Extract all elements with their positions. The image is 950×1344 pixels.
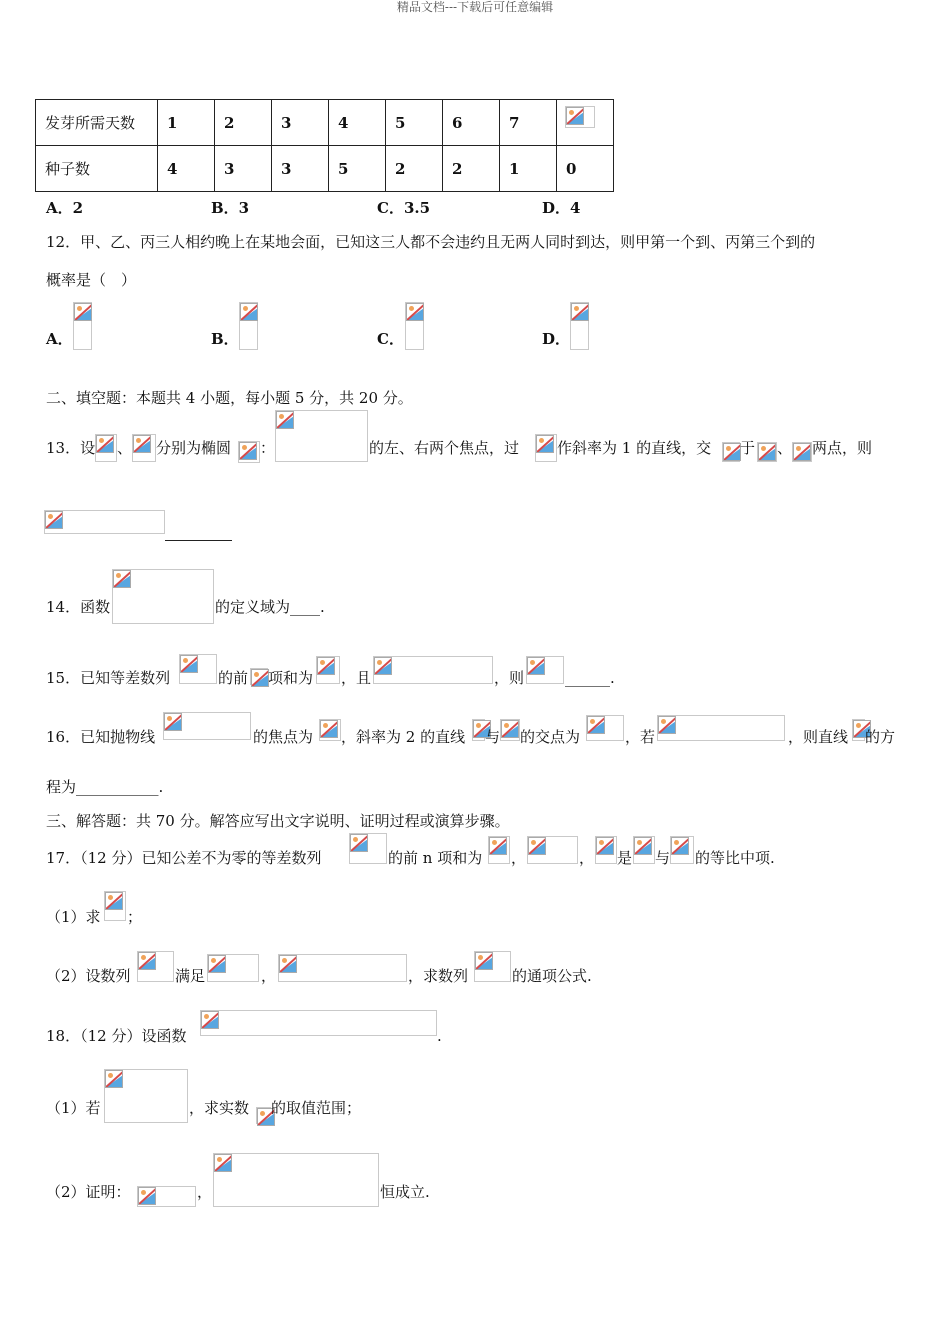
germination-table — [35, 99, 614, 192]
q18-text: . — [437, 1027, 442, 1045]
broken-image-icon — [489, 837, 507, 855]
q15-text: 项和为 — [268, 669, 314, 687]
q12-stem: 12．甲、乙、丙三人相约晚上在某地会面，已知这三人都不会违约且无两人同时到达，则甲第一个到、丙第三个到的 — [46, 233, 816, 251]
formula-image — [132, 434, 156, 462]
q15-text: 的前 — [218, 669, 249, 687]
broken-image-icon — [566, 107, 584, 125]
q13-text: 作斜率为 1 的直线，交 — [557, 439, 712, 457]
broken-image-icon — [658, 716, 676, 734]
broken-image-icon — [320, 720, 338, 738]
broken-image-icon — [528, 837, 546, 855]
formula-image — [179, 654, 217, 684]
formula-image — [207, 954, 259, 982]
formula-image — [73, 302, 92, 350]
q17-text: 17．（12 分）已知公差不为零的等差数列 — [46, 849, 322, 867]
broken-image-icon — [138, 952, 156, 970]
formula-image — [250, 668, 268, 685]
q17-text: ， — [511, 849, 527, 867]
broken-image-icon — [201, 1011, 219, 1029]
broken-image-icon — [133, 435, 151, 453]
formula-image — [256, 1107, 271, 1124]
formula-image — [319, 719, 341, 741]
table-cell: 5 — [329, 146, 386, 192]
q13-text: 的左、右两个焦点，过 — [369, 439, 520, 457]
q17-sub2: 满足 — [175, 967, 206, 985]
q12-stem-2: 概率是（ ） — [46, 271, 137, 289]
q15-text: 15．已知等差数列 — [46, 669, 171, 687]
q16-text: 的方 — [865, 728, 896, 746]
q18-sub1: （1）若 — [46, 1099, 101, 1117]
formula-image — [44, 510, 165, 534]
formula-image — [373, 656, 493, 684]
formula-image — [595, 836, 617, 864]
table-cell: 0 — [557, 146, 614, 192]
option-b: B． — [211, 330, 239, 348]
formula-image — [137, 951, 174, 982]
formula-image — [200, 1010, 437, 1036]
broken-image-icon — [180, 655, 198, 673]
broken-image-icon — [587, 716, 605, 734]
formula-image — [565, 106, 595, 128]
broken-image-icon — [105, 892, 123, 910]
formula-image — [137, 1186, 196, 1207]
formula-image — [278, 954, 407, 982]
q15-text: ，且 — [341, 669, 372, 687]
option-d: D． — [542, 330, 571, 348]
table-cell — [557, 100, 614, 146]
option-d: D．4 — [542, 199, 581, 217]
q16-text: ，斜率为 2 的直线 — [341, 728, 466, 746]
q16-text: 的焦点为 — [253, 728, 314, 746]
table-cell: 3 — [272, 146, 329, 192]
formula-image — [526, 656, 564, 684]
broken-image-icon — [105, 1070, 123, 1088]
q14-text: 14．函数 — [46, 598, 111, 616]
table-cell: 1 — [500, 146, 557, 192]
table-cell: 7 — [500, 100, 557, 146]
formula-image — [238, 441, 260, 463]
formula-image — [95, 434, 117, 462]
q17-text: 是 — [617, 849, 633, 867]
formula-image — [535, 434, 557, 462]
broken-image-icon — [671, 837, 689, 855]
table-cell: 5 — [386, 100, 443, 146]
q17-sub1: ； — [127, 908, 143, 926]
broken-image-icon — [475, 952, 493, 970]
q17-text: 与 — [655, 849, 671, 867]
q18-sub1: ，求实数 — [189, 1099, 250, 1117]
formula-image — [670, 836, 694, 864]
formula-image — [586, 715, 624, 741]
broken-image-icon — [571, 303, 589, 321]
q15-text: ，则 — [494, 669, 525, 687]
broken-image-icon — [240, 303, 258, 321]
broken-image-icon — [406, 303, 424, 321]
q18-sub2: 恒成立. — [380, 1183, 430, 1201]
table-cell: 6 — [443, 100, 500, 146]
table-cell: 2 — [215, 100, 272, 146]
formula-image — [527, 836, 578, 864]
q17-text: 的等比中项. — [695, 849, 775, 867]
formula-image — [722, 442, 740, 462]
broken-image-icon — [596, 837, 614, 855]
formula-image — [472, 719, 485, 741]
answer-blank — [165, 540, 232, 541]
formula-image — [657, 715, 785, 741]
broken-image-icon — [208, 955, 226, 973]
q13-text: ： — [260, 439, 276, 457]
broken-image-icon — [758, 443, 776, 461]
q17-sub2: ， — [261, 967, 277, 985]
table-cell: 4 — [329, 100, 386, 146]
formula-image — [316, 656, 340, 684]
formula-image — [239, 302, 258, 350]
q16-text: 的交点为 — [520, 728, 581, 746]
q13-text: 于 — [740, 439, 756, 457]
broken-image-icon — [45, 511, 63, 529]
formula-image — [757, 442, 777, 462]
q18-text: 18．（12 分）设函数 — [46, 1027, 187, 1045]
broken-image-icon — [501, 720, 519, 738]
table-cell: 发芽所需天数 — [36, 100, 158, 146]
broken-image-icon — [74, 303, 92, 321]
formula-image — [474, 951, 511, 982]
formula-image — [792, 442, 812, 462]
page-header: 精品文档---下载后可任意编辑 — [396, 0, 554, 14]
q13-text: 两点，则 — [812, 439, 873, 457]
q17-text: ， — [579, 849, 595, 867]
q16-text: ，若 — [625, 728, 656, 746]
q14-text: 的定义域为____. — [215, 598, 325, 616]
q16-text: ，则直线 — [788, 728, 849, 746]
broken-image-icon — [138, 1187, 156, 1205]
broken-image-icon — [113, 570, 131, 588]
broken-image-icon — [793, 443, 811, 461]
q17-sub2: （2）设数列 — [46, 967, 131, 985]
q16-text: 16．已知抛物线 — [46, 728, 156, 746]
option-a: A．2 — [46, 199, 84, 217]
q13-text: 分别为椭圆 — [156, 439, 232, 457]
q17-sub2: ，求数列 — [408, 967, 469, 985]
option-b: B．3 — [211, 199, 250, 217]
broken-image-icon — [350, 834, 368, 852]
broken-image-icon — [374, 657, 392, 675]
broken-image-icon — [723, 443, 741, 461]
formula-image — [570, 302, 589, 350]
formula-image — [163, 712, 251, 740]
table-row — [36, 100, 614, 146]
broken-image-icon — [279, 955, 297, 973]
broken-image-icon — [536, 435, 554, 453]
broken-image-icon — [164, 713, 182, 731]
table-cell: 4 — [158, 146, 215, 192]
formula-image — [405, 302, 424, 350]
option-a: A． — [46, 330, 73, 348]
broken-image-icon — [239, 442, 257, 460]
table-cell: 3 — [272, 100, 329, 146]
formula-image — [349, 833, 387, 864]
formula-image — [488, 836, 510, 864]
broken-image-icon — [634, 837, 652, 855]
section-heading: 二、填空题：本题共 4 小题，每小题 5 分，共 20 分。 — [46, 389, 413, 407]
table-cell: 2 — [443, 146, 500, 192]
formula-image — [112, 569, 214, 624]
q18-sub1: 的取值范围； — [271, 1099, 362, 1117]
q17-text: 的前 n 项和为 — [388, 849, 483, 867]
section-heading: 三、解答题：共 70 分。解答应写出文字说明、证明过程或演算步骤。 — [46, 812, 510, 830]
broken-image-icon — [317, 657, 335, 675]
q13-text: 、 — [777, 439, 793, 457]
broken-image-icon — [527, 657, 545, 675]
formula-image — [275, 410, 368, 462]
formula-image — [500, 719, 520, 741]
option-c: C． — [377, 330, 404, 348]
formula-image — [104, 891, 126, 921]
table-cell: 1 — [158, 100, 215, 146]
q17-sub1: （1）求 — [46, 908, 101, 926]
table-row — [36, 146, 614, 192]
q18-sub2: ， — [197, 1183, 213, 1201]
formula-image — [213, 1153, 379, 1207]
table-cell: 种子数 — [36, 146, 158, 192]
option-c: C．3.5 — [377, 199, 431, 217]
broken-image-icon — [276, 411, 294, 429]
table-cell: 3 — [215, 146, 272, 192]
q18-sub2: （2）证明： — [46, 1183, 131, 1201]
formula-image — [104, 1069, 188, 1123]
formula-image — [633, 836, 655, 864]
table-cell: 2 — [386, 146, 443, 192]
broken-image-icon — [251, 669, 269, 687]
q16-text-2: 程为___________. — [46, 778, 164, 796]
q13-text: 、 — [117, 439, 133, 457]
q17-sub2: 的通项公式. — [512, 967, 592, 985]
formula-image — [852, 719, 865, 741]
broken-image-icon — [96, 435, 114, 453]
q16-text: 与 — [485, 728, 501, 746]
broken-image-icon — [214, 1154, 232, 1172]
q13-text: 13．设 — [46, 439, 96, 457]
q15-text: ______. — [565, 669, 615, 687]
